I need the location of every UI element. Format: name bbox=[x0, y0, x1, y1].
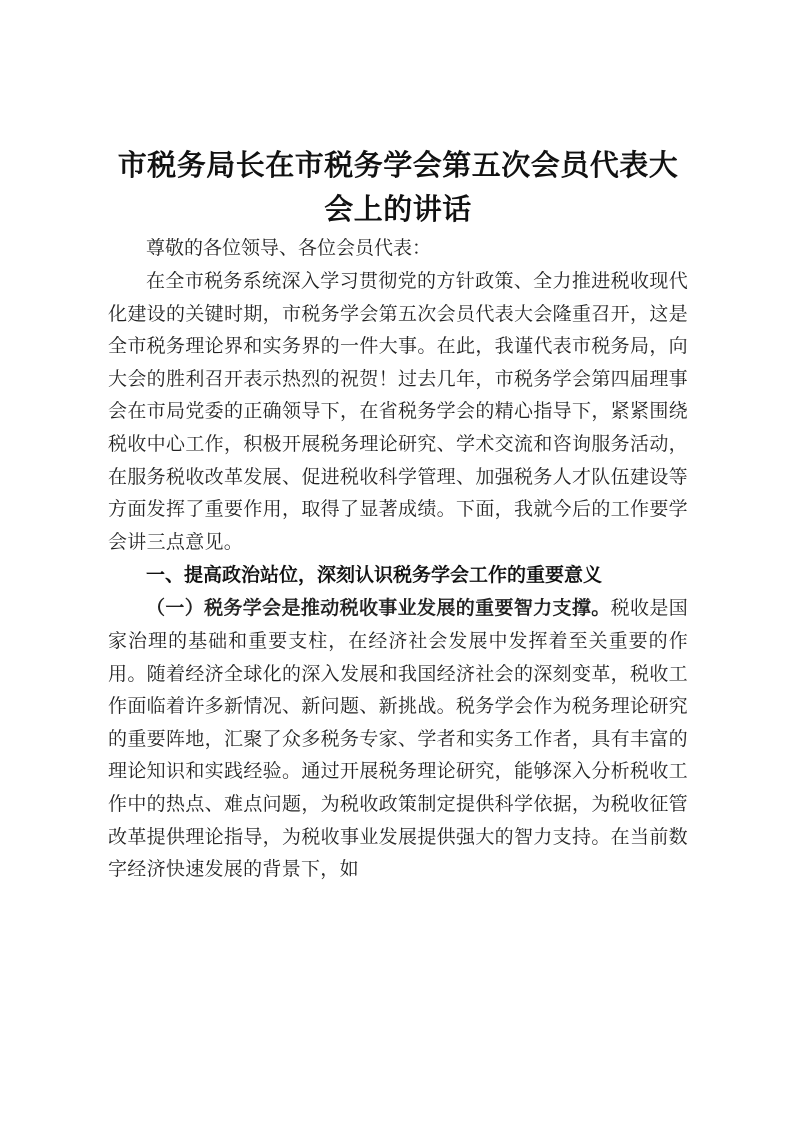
document-title: 市税务局长在市税务学会第五次会员代表大会上的讲话 bbox=[117, 148, 679, 226]
document-body bbox=[108, 143, 688, 886]
opening-paragraph: 在全市税务系统深入学习贯彻党的方针政策、全力推进税收现代化建设的关键时期，市税务学会第五次会员代表大会隆重召开，这是全市税务理论界和实务界的一件大事。在此，我谨代表市税务局，向大会的胜利召开表示热烈的祝贺！过去几年，市税务学会第四届理事会在市局党委的正确领导下，在省税务学会的精心指导下，紧紧围绕税收中心工作，积极开展税务理论研究、学术交流和咨询服务活动，在服务税收改革发展、促进税收科学管理、加强税务人才队伍建设等方面发挥了重要作用，取得了显著成绩。下面，我就今后的工作要学会讲三点意见。 bbox=[108, 270, 688, 553]
section-1-item-1 bbox=[108, 592, 688, 885]
section-heading-1: 一、提高政治站位，深刻认识税务学会工作的重要意义 bbox=[146, 564, 603, 587]
section-1-item-1-text: 税收是国家治理的基础和重要支柱，在经济社会发展中发挥着至关重要的作用。随着经济全球化的深入发展和我国经济社会的深刻变革，税收工作面临着许多新情况、新问题、新挑战。税务学会作为税务理论研究的重要阵地，汇聚了众多税务专家、学者和实务工作者，具有丰富的理论知识和实践经验。通过开展税务理论研究，能够深入分析税收工作中的热点、难点问题，为税收政策制定提供科学依据，为税收征管改革提供理论指导，为税收事业发展提供强大的智力支持。在当前数字经济快速发展的背景下，如 bbox=[108, 597, 689, 881]
section-1-item-1-lead: （一）税务学会是推动税收事业发展的重要智力支撑。 bbox=[146, 597, 611, 620]
salutation: 尊敬的各位领导、各位会员代表： bbox=[146, 237, 432, 259]
